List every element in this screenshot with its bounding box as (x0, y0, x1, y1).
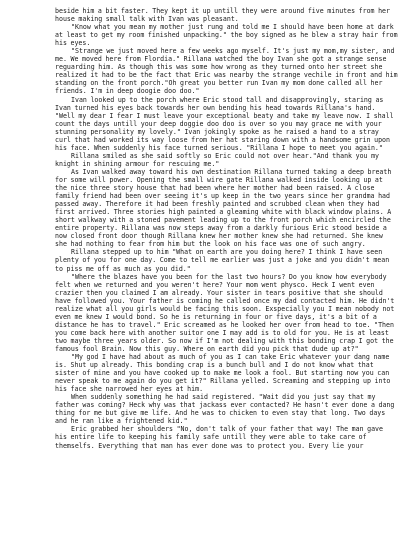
paragraph: "Strange we just moved here a few weeks ago myself. It's just my mom,my sister, and me. We moved here from Flordia." Rillana watched the boy Ivan she got a strange sense reguarding him. As though this was some how wrong as they turned onto her street she realized it had to be the fact that Eric was nearby the strange vechile in front and him standing on the front porch."Oh great you better run Ivan my mom done called all her friends. I'm in deep doogie doo doo." (55, 47, 398, 96)
paragraph: "Where the blazes have you been for the last two hours? Do you know how everybody felt when we returned and you weren't here? Your mom went physco. Heck I went even crazier then you claimed I am already. Your sister in tears positive that she should have followed you. Your father is coming he called once my dad contacted him. He didn't realize what all you girls would be facing this soon. Exspecially you I mean nobody not even me knew I would bond. So he is returning in four or five days, it's a bit of a distance he has to travel." Eric screamed as he looked her over from head to toe. "Then you come back here with another suitor one I may add is to old for you. He is at least two maybe three years older. So now if I'm not dealing with this bonding crap I got the famous fool Brain. Now this guy. Where on earth did you pick that dude up at?" (55, 272, 395, 353)
paragraph: When suddenly something he had said registered. "Wait did you just say that my father was coming? Heck why was that jackass ever contacted? He hasn't ever done a dang thing for me but give me life. And he was to chicken to even stay that long. Two days and he ran like a frightened kid." (55, 393, 395, 426)
paragraph: "My god I have had about as much of you as I can take Eric whatever your dang name is. Shut up already. This bonding crap is a bunch bull and I do not know what that sister of mine and you have cooked up to make me look a fool. But starting now you can never speak to me again do you get it?" Rillana yelled. Screaming and stepping up into his face she narrowed her eyes at him. (55, 353, 391, 394)
paragraph: Ivan looked up to the porch where Eric stood tall and disapprovingly, staring as Ivan turned his eyes back towards her own bending his head towards Rillana's hand. "Well my dear I fear I must leave your exceptional beaty and take my leave now. I shall count the days untill your deep doggie doo doo is over so you may grace me with your stunning personality my lovely." Ivan jokingly spoke as he raised a hand to a stray curl that had worked its way loose from her hat staring down with a handsome grin upon his face. When suddenly his face turned serious. "Rillana I hope to meet you again." (55, 95, 394, 152)
paragraph: As Ivan walked away toward his own destination Rillana turned taking a deep breath for some will power. Opening the small wire gate Rillana walked inside looking up at the nice three story house that had been where her mother had been raised. A close family friend had been over seeing it's up keep in the two years since her grandma had passed away. Therefore it had been freshly painted and scrubbed clean when they had first arrived. Three stories high painted a gleaming white with black window plains. A short walkway with a stoned pavement leading up to the front porch which encircled the entire property. Rillana was now steps away from a darkly furious Eric stood beside a now closed front door though Rillana knew her mother knew she had returned. She knew she had nothing to fear from him but the look on his face was one of such angry. (55, 167, 392, 249)
paragraph: beside him a bit faster. They kept it up untill they were around five minutes from her house making small talk with Ivan was pleasant. (55, 7, 391, 24)
paragraph: "Know what you mean my mother just rung and told me I should have been home at dark at least to get my room finished unpacking." the boy signed as he blew a stray hair from his eyes. (55, 23, 398, 48)
paragraph: Eric grabbed her shoulders "No, don't talk of your father that way! The man gave his entire life to keeping his family safe untill they were able to take care of themselfs. Everything that man has ever done was to protect you. Every lie your (55, 425, 383, 450)
paragraph: Rillana smiled as she said softly so Eric could not over hear."And thank you my knight in shining armour for rescuing me." (55, 151, 380, 168)
paragraph: Rillana stepped up to him "What on earth are you doing here? I think I have seen plenty of you for one day. Come to tell me earlier was just a joke and you didn't mean to piss me off as much as you did." (55, 248, 390, 273)
